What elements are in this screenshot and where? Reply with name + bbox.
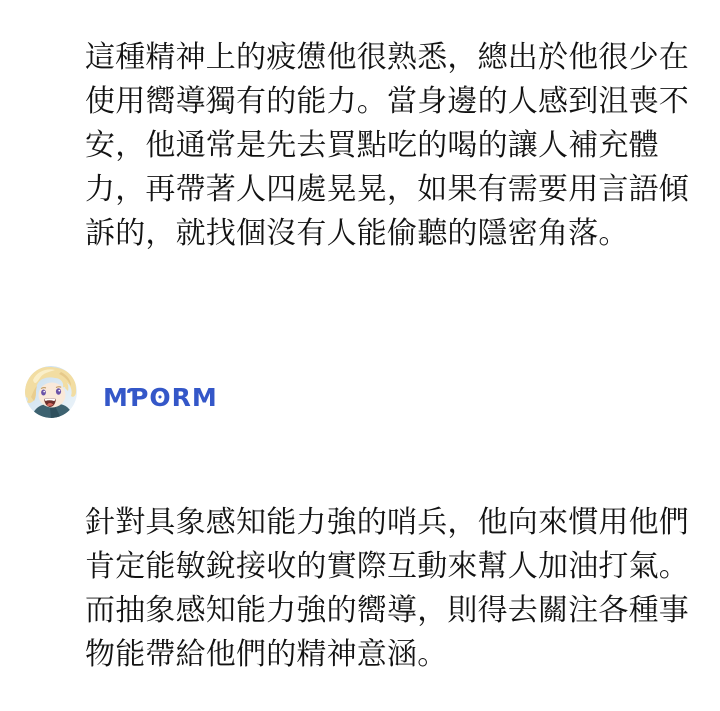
username-link[interactable]: MƤʘRM bbox=[103, 382, 218, 412]
author-row bbox=[25, 366, 218, 418]
avatar[interactable] bbox=[25, 366, 77, 418]
anime-character-avatar-icon bbox=[25, 366, 77, 418]
quoted-post-text: 這種精神上的疲憊他很熟悉，總出於他很少在使用嚮導獨有的能力。當身邊的人感到沮喪不安，他通常是先去買點吃的喝的讓人補充體力，再帶著人四處晃晃，如果有需要用言語傾訴的，就找個沒有人能偷聽的隱密角落。 bbox=[85, 41, 689, 250]
response-post-text: 針對具象感知能力強的哨兵，他向來慣用他們肯定能敏銳接收的實際互動來幫人加油打氣。而抽象感知能力強的嚮導，則得去關注各種事物能帶給他們的精神意涵。 bbox=[85, 506, 689, 671]
